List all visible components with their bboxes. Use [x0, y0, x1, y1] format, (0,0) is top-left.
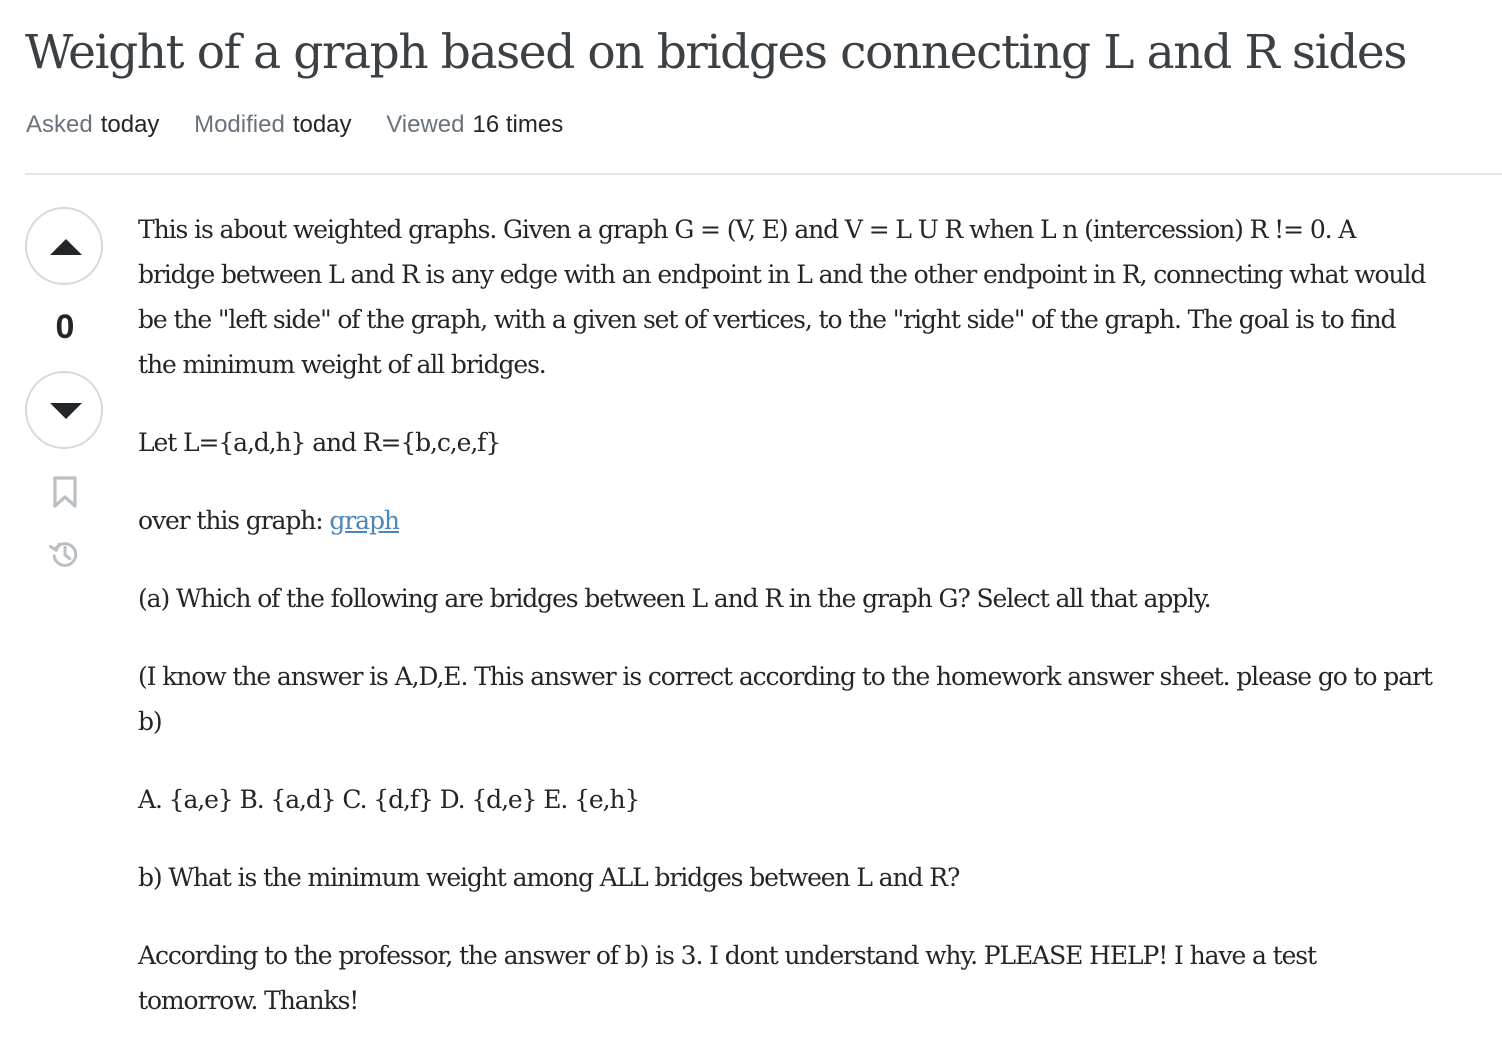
question-body	[138, 207, 1438, 1056]
body-paragraph-4: (a) Which of the following are bridges between L and R in the graph G? Select all that apply.	[138, 584, 1211, 613]
header-divider	[25, 173, 1502, 175]
asked-info	[26, 110, 159, 140]
body-paragraph-1: This is about weighted graphs. Given a graph G = (V, E) and V = L U R when L n (intercession) R != 0. A bridge between L and R is any edge with an endpoint in L and the other endpoint in R, connecting what would be the "left side" of the graph, with a given set of vertices, to the "right side" of the graph. The goal is to find the minimum weight of all bridges.	[138, 215, 1426, 379]
body-paragraph-8: According to the professor, the answer of b) is 3. I dont understand why. PLEASE HELP! I have a test tomorrow. Thanks!	[138, 941, 1316, 1015]
body-paragraph-5: (I know the answer is A,D,E. This answer is correct according to the homework answer sheet. please go to part b)	[138, 662, 1432, 736]
viewed-value: 16 times	[472, 111, 564, 138]
modified-label: Modified	[194, 111, 285, 138]
graph-link[interactable]: graph	[329, 506, 399, 535]
history-icon[interactable]	[49, 537, 81, 571]
modified-value[interactable]: today	[292, 111, 352, 138]
body-paragraph-6: A. {a,e} B. {a,d} C. {d,f} D. {d,e} E. {e,h}	[138, 785, 640, 814]
viewed-info	[386, 110, 563, 140]
arrow-down-icon	[50, 403, 82, 419]
arrow-up-icon	[50, 239, 82, 255]
graph-link-prefix: over this graph:	[138, 506, 330, 535]
body-paragraph-7: b) What is the minimum weight among ALL bridges between L and R?	[138, 863, 960, 892]
viewed-label: Viewed	[386, 111, 465, 138]
downvote-button[interactable]	[25, 371, 103, 449]
question-title[interactable]: Weight of a graph based on bridges connecting L and R sides	[25, 25, 1407, 80]
bookmark-icon[interactable]	[49, 475, 81, 509]
vote-count: 0	[55, 308, 75, 346]
body-paragraph-3	[138, 498, 1438, 543]
body-paragraph-2: Let L={a,d,h} and R={b,c,e,f}	[138, 428, 501, 457]
asked-value[interactable]: today	[100, 111, 160, 138]
asked-label: Asked	[26, 111, 93, 138]
upvote-button[interactable]	[25, 207, 103, 285]
modified-info	[194, 110, 351, 140]
question-meta	[26, 110, 591, 140]
